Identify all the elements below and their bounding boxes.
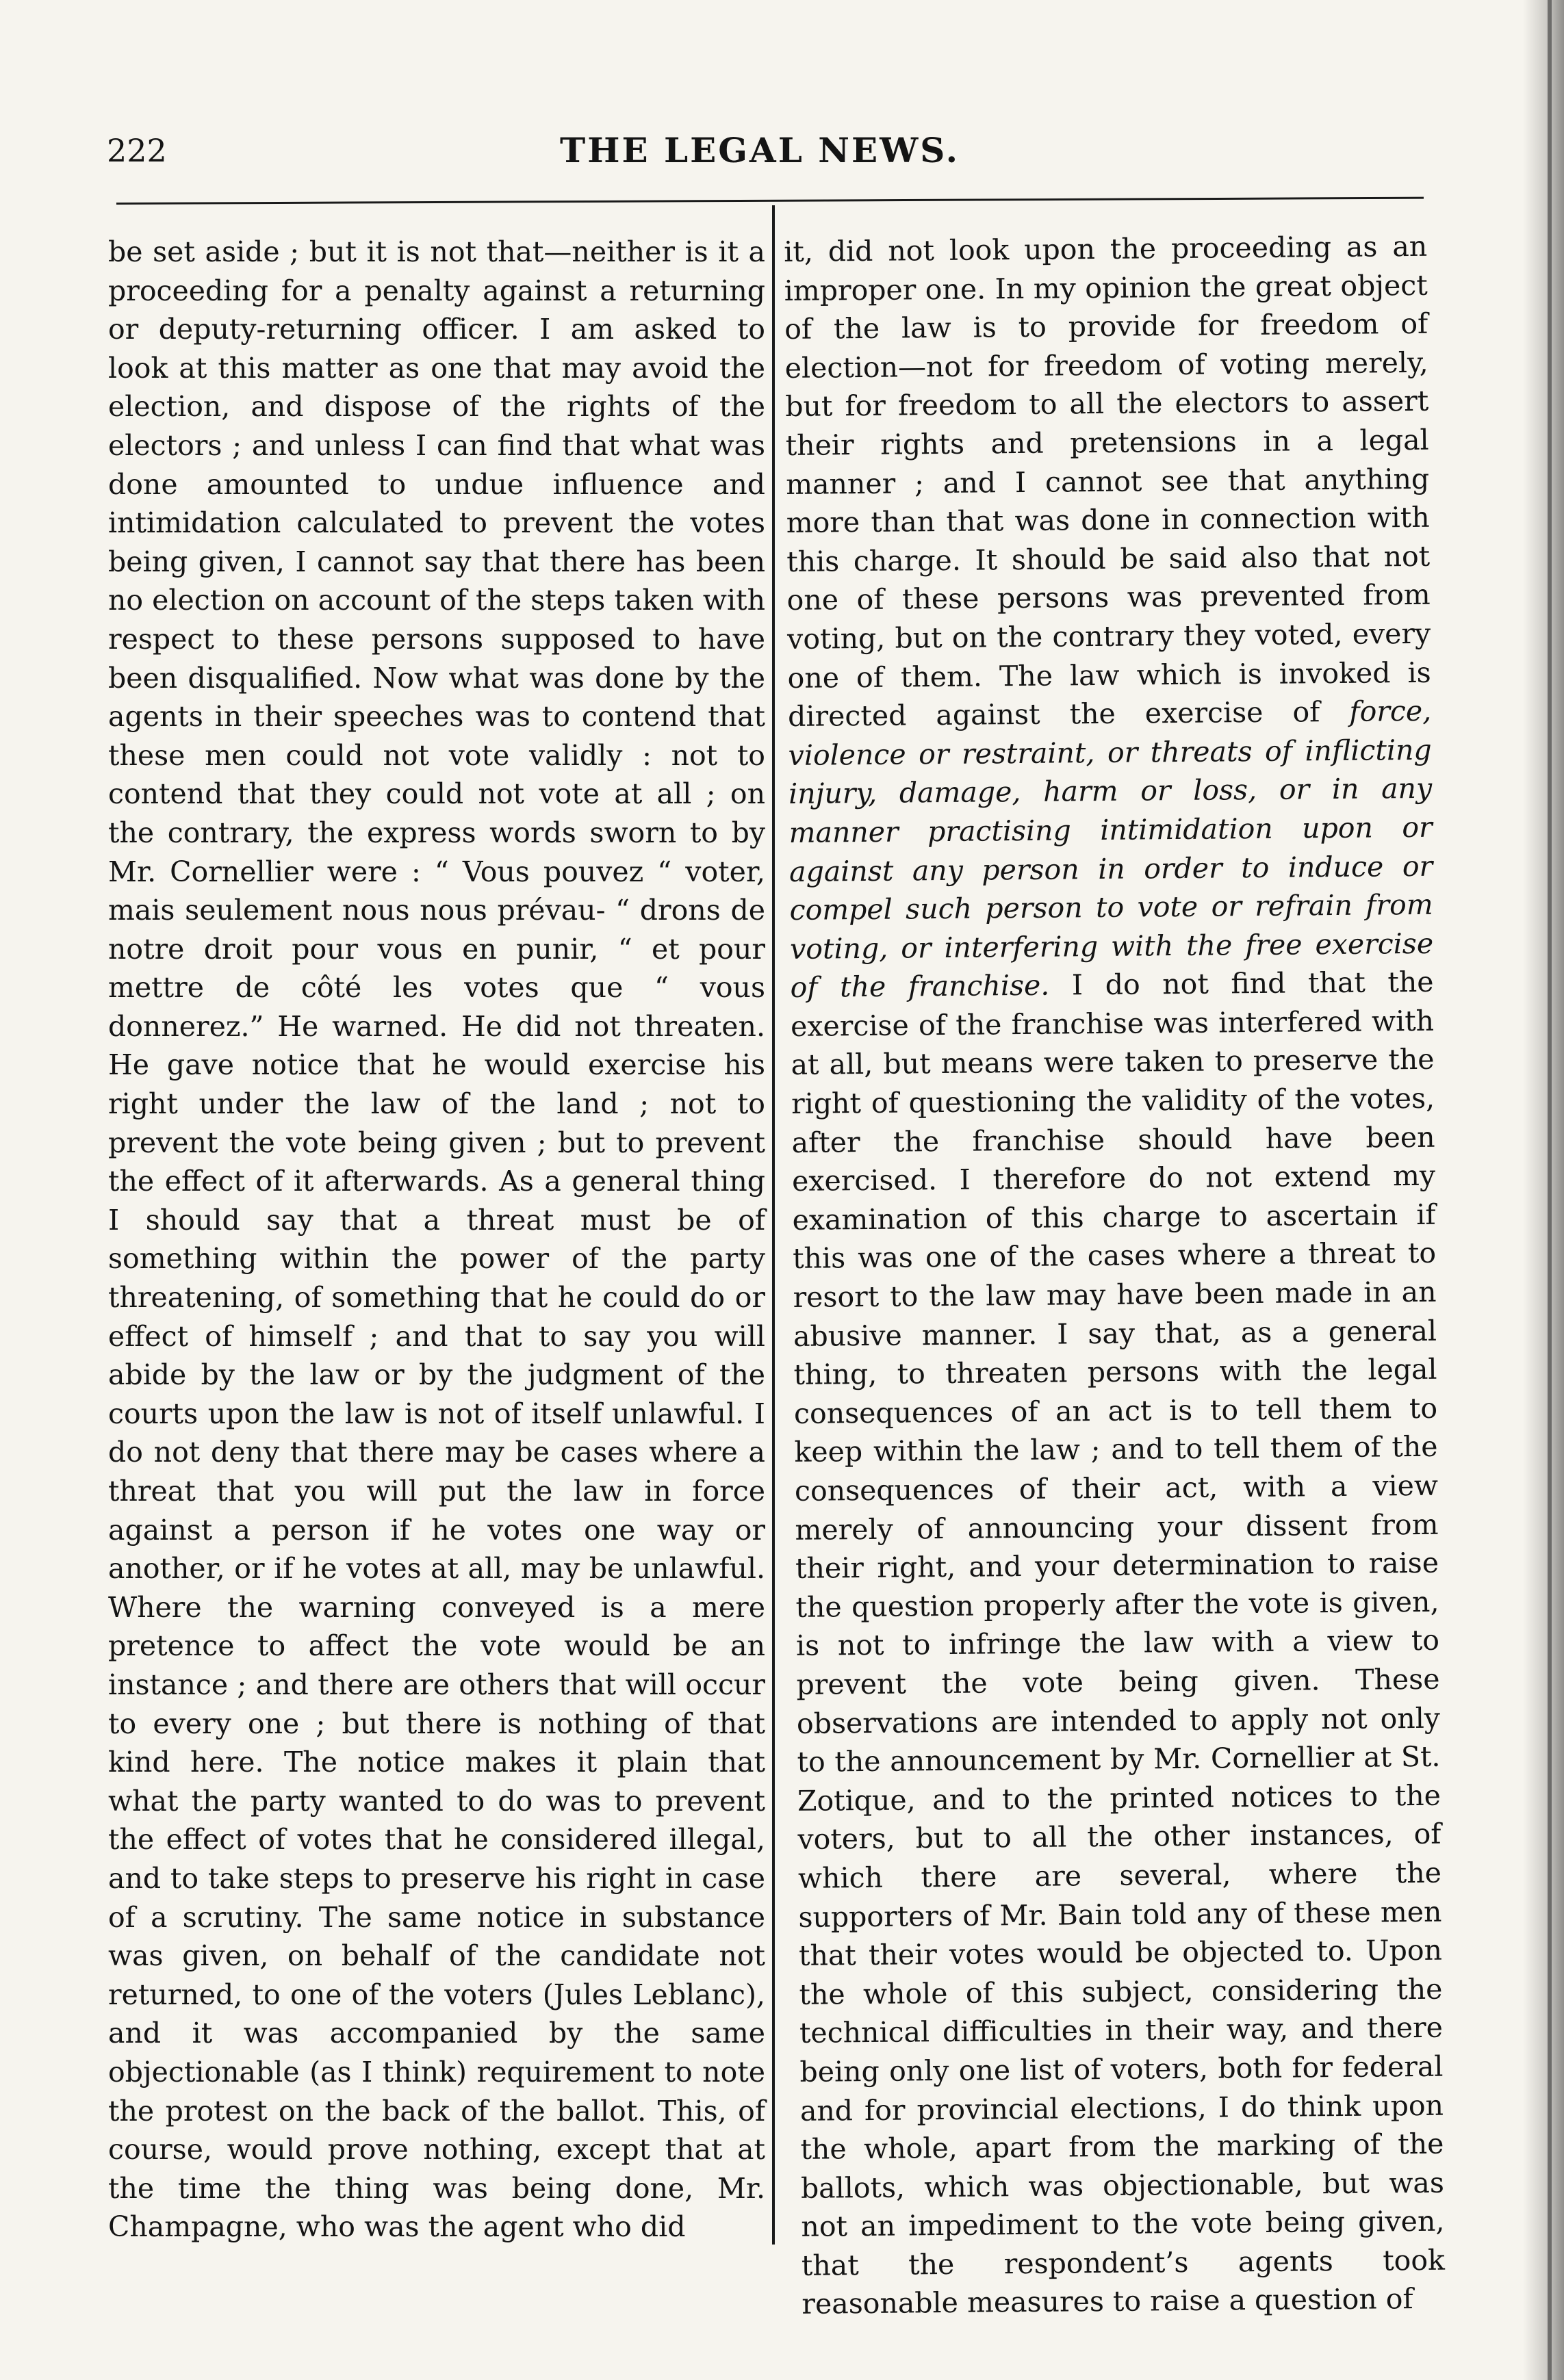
binding-edge <box>1548 0 1552 2380</box>
page-edge-shadow <box>1523 0 1564 2380</box>
running-title: THE LEGAL NEWS. <box>560 130 960 170</box>
column-divider <box>772 205 775 2245</box>
right-column <box>784 227 1446 2324</box>
page-number: 222 <box>107 132 167 169</box>
page-header <box>103 130 1417 185</box>
right-text-after-italic: I do not find that the exercise of the franchise was interfered with at all, but means were taken to preserve the right of questioning the validity of the votes, after the franchise should have been exercised. I therefore do not extend my examination of this charge to ascertain if this was one of the cases where a threat to resort to the law may have been made in an abusive manner. I say that, as a general thing, to threaten persons with the legal consequences of an act is to tell them to keep within the law ; and to tell them of the consequences of their act, with a view merely of announcing your dissent from their right, and your determination to raise the question properly after the vote is given, is not to infringe the law with a view to prevent the vote being given. These observations are intended to apply not only to the announcement by Mr. Cornellier at St. Zotique, and to the printed notices to the voters, but to all the other instances, of which there are several, where the supporters of Mr. Bain told any of these men that their votes would be objected to. Upon the whole of this subject, considering the technical difficulties in their way, and there being only one list of voters, both for federal and for provincial elections, I do think upon the whole, apart from the marking of the ballots, which was objectionable, but was not an impediment to the vote being given, that the respondent’s agents took reasonable measures to raise a question of <box>790 966 1446 2321</box>
right-text-before-italic: it, did not look upon the proceeding as an improper one. In my opinion the great object of the law is to provide for freedom of election—not for freedom of voting merely, but for freedom to all the electors to assert their rights and pretensions in a legal manner ; and I cannot see that anything more than that was done in connection with this charge. It should be said also that not one of these persons was prevented from voting, but on the contrary they voted, every one of them. The law which is invoked is directed against the exercise of <box>784 229 1431 734</box>
left-column <box>108 233 765 2247</box>
right-column-paragraph <box>784 227 1446 2324</box>
left-column-text: be set aside ; but it is not that—neither is it a proceeding for a penalty against a returning or deputy-returning officer. I am asked to look at this matter as one that may avoid the election, and dispose of the rights of the electors ; and unless I can find that what was done amounted to undue influence and intimidation calculated to prevent the votes being given, I cannot say that there has been no election on account of the steps taken with respect to these persons supposed to have been disqualified. Now what was done by the agents in their speeches was to contend that these men could not vote validly : not to contend that they could not vote at all ; on the contrary, the express words sworn to by Mr. Cornellier were : “ Vous pouvez “ voter, mais seulement nous nous prévau- “ drons de notre droit pour vous en punir, “ et pour mettre de côté les votes que “ vous donnerez.” He warned. He did not threaten. He gave notice that he would exercise his right under the law of the land ; not to prevent the vote being given ; but to prevent the effect of it afterwards. As a general thing I should say that a threat must be of something within the power of the party threatening, of something that he could do or effect of himself ; and that to say you will abide by the law or by the judgment of the courts upon the law is not of itself unlawful. I do not deny that there may be cases where a threat that you will put the law in force against a person if he votes one way or another, or if he votes at all, may be unlawful. Where the warning conveyed is a mere pretence to affect the vote would be an instance ; and there are others that will occur to every one ; but there is nothing of that kind here. The notice makes it plain that what the party wanted to do was to prevent the effect of votes that he considered illegal, and to take steps to preserve his right in case of a scrutiny. The same notice in substance was given, on behalf of the candidate not returned, to one of the voters (Jules Leblanc), and it was accompanied by the same objectionable (as I think) requirement to note the protest on the back of the ballot. This, of course, would prove nothing, except that at the time the thing was being done, Mr. Champagne, who was the agent who did <box>108 235 765 2244</box>
header-rule <box>116 197 1424 205</box>
statute-quotation: force, violence or restraint, or threats of inflicting injury, damage, harm or loss, or in any manner practising intimidation upon or against any person in order to induce or compel such person to vote or refrain from voting, or interfering with the free exercise of the franchise. <box>788 694 1434 1005</box>
